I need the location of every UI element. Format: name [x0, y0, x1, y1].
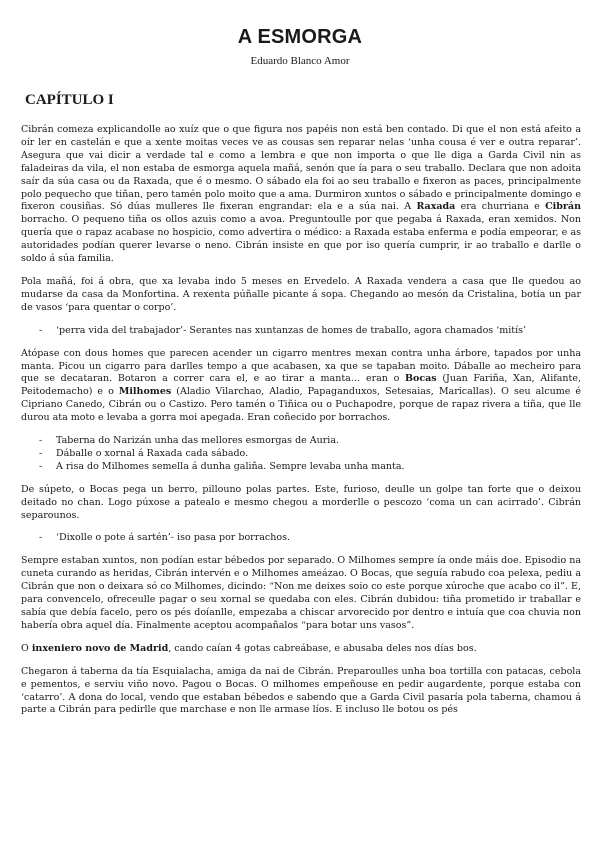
bold-raxada: Raxada: [416, 201, 456, 213]
chapter-heading: CAPÍTULO I: [25, 92, 114, 108]
document-body: [21, 124, 581, 727]
bold-cibran: Cibrán: [545, 201, 581, 213]
paragraph-7: Chegaron á taberna da tía Esquialacha, amiga da nai de Cibrán. Preparoulles unha boa tortilla con patacas, cebola e pementos, e serviu viño novo. Pagou o Bocas. O milhomes empeñouse en pedir augardente, porque estaba con ‘catarro’. A dona do local, vendo que estaban bébedos e sabendo que a Garda Civil pasaría pola taberna, chamou á parte a Cibrán para pedirlle que marchase e non lle armase líos. E incluso lle botou os pés: [21, 665, 581, 716]
paragraph-3: Atópase con dous homes que parecen acender un cigarro mentres mexan contra unha árbore, tapados por unha manta. Picou un cigarro para darlles tempo a que acabasen, xa que se tapaban moito. Dáballe ao mecheiro para que se decataran. Botaron a correr cara el, e ao tirar a manta… eran o Bocas (Juan Fariña, Xan, Alifante, Peitodemacho) e o Milhomes (Aladio Vilarchao, Aladio, Papaganduxos, Setesaias, Maricallas). O seu alcume é Cipriano Canedo, Cibrán ou o Castizo. Pero tamén o Tiñica ou o Puchapodre, porque de rapaz rivera a tiña, que lle durou ata moto e levaba a gorra moi apegada. Eran coñecido por borrachos.: [21, 347, 582, 424]
document-author: Eduardo Blanco Amor: [250, 55, 350, 67]
dash-bullet: -: [39, 435, 43, 447]
dash-bullet: -: [39, 532, 43, 544]
list-item: - ‘Dixolle o pote á sartén’- iso pasa por borrachos.: [39, 532, 290, 544]
list-item: - ‘perra vida del trabajador’- Serantes nas xuntanzas de homes de traballo, agora chamados ‘mitís’: [39, 324, 527, 336]
paragraph-1: Cibrán comeza explicandolle ao xuíz que o que figura nos papéis non está ben contado. Di que el non está afeito a oír ler en castelán e que a xente moitas veces ve as cousas sen reparar nelas ‘unha cousa é ver e outra reparar’. Asegura que vai dicir a verdade tal e como a lembra e que non importa o que lle diga a Garda Civil nin as faladeiras da vila, el non estaba de esmorga aquela mañá, senón que ía para o seu traballo. Declara que non adoita saír da súa casa ou da Raxada, que é o mesmo. O sábado ela foi ao seu traballo e fixeron as paces, principalmente polo pequecho que tiñan, pero tamén polo moito que a ama. Durmiron xuntos o sábado e principalmente domingo e fixeron cousiñas. Só dúas mulleres lle fixeran engrandar: ela e a súa nai. A Raxada era churriana e Cibrán borracho. O pequeno tiña os ollos azuis como a avoa. Preguntoulle por que pegaba á Raxada, eran xemidos. Non quería que o rapaz acabase no hospicio, como advertira o médico: a Raxada estaba enferma e podía empeorar, e as autoridades podían querer levarse o neno. Cibrán insiste en que por iso quería cumprir, ir ao traballo e darlle o soldo á súa familia.: [21, 124, 581, 265]
list-item: - Dáballe o xornal á Raxada cada sábado.: [39, 447, 249, 459]
paragraph-5: Sempre estaban xuntos, non podían estar bébedos por separado. O Milhomes sempre ía onde máis doe. Episodio na cuneta curando as heridas, Cibrán intervén e o Milhomes ameázao. O Bocas, que seguía rabudo coa pelexa, pediu a Cibrán que non o deixara só co Milhomes, dicindo: “Non me deixes soio co este porque xúroche que acabo co il”. E, para convencelo, ofreceulle pagar o seu xornal se quedaba con eles. Cibrán dubidou: tiña prometido ir traballar e sabía que debía facelo, pero os pés doíanlle, empezaba a chiscar arvorecido por dentro e intuía que coa chuvia non habería obra aquel día. Finalmente aceptou acompañalos “para botar uns vasos”.: [21, 555, 581, 631]
bullet-list-2: [21, 435, 581, 474]
dash-bullet: -: [39, 460, 43, 472]
bullet-list-3: [21, 532, 581, 545]
bold-bocas: Bocas: [405, 373, 437, 385]
paragraph-4: De súpeto, o Bocas pega un berro, pillouno polas partes. Este, furioso, deulle un golpe tan forte que o deixou deitado no chan. Logo púxose a patealo e mesmo chegou a morderlle o pescozo ‘coma un can acirrado’. Cibrán separounos.: [21, 483, 581, 521]
paragraph-6: O inxeniero novo de Madrid, cando caían 4 gotas cabreábase, e abusaba deles nos días bos.: [21, 642, 477, 654]
bold-inxeniero: inxeniero novo de Madrid: [31, 642, 169, 654]
list-item: - A risa do Milhomes semella á dunha galiña. Sempre levaba unha manta.: [39, 460, 405, 472]
list-item: - Taberna do Narizán unha das mellores esmorgas de Auria.: [39, 435, 340, 447]
paragraph-2: Pola mañá, foi á obra, que xa levaba indo 5 meses en Ervedelo. A Raxada vendera a casa que lle quedou ao mudarse da casa da Monfortina. A rexenta púñalle picante á sopa. Chegando ao mesón da Cristalina, botía un par de vasos ‘para quentar o corpo’.: [21, 275, 581, 313]
document-title: A ESMORGA: [237, 26, 363, 48]
bold-milhomes: Milhomes: [118, 386, 172, 398]
bullet-list-1: [21, 325, 581, 338]
dash-bullet: -: [39, 324, 43, 336]
dash-bullet: -: [39, 447, 43, 459]
